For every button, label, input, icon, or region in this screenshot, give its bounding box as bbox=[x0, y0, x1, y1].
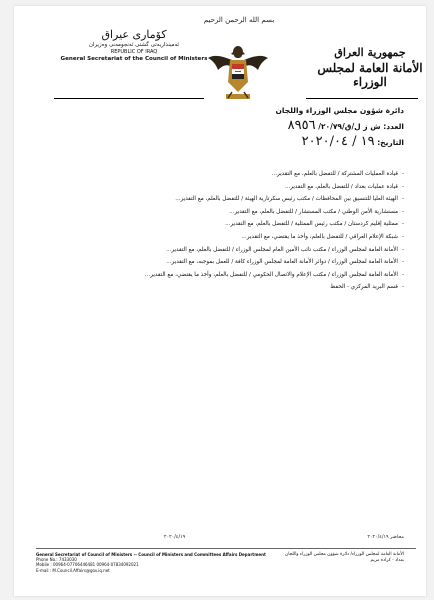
list-item: -قيادة العمليات المشتركة / للتفضل بالعلم، مع التقدير... bbox=[64, 168, 404, 181]
reference-block bbox=[276, 106, 405, 149]
footer-arabic-address: بغداد - كرادة مريم bbox=[370, 558, 404, 563]
arabic-country-name: جمهورية العراق bbox=[334, 46, 406, 59]
dash-bullet-icon: - bbox=[401, 208, 404, 215]
kurdish-country-name: كوٚماری عیراق bbox=[101, 28, 167, 41]
footer-arabic-office: الأمانة العامة لمجلس الوزراء/ دائرة شؤون مجلس الوزراء واللجان bbox=[285, 552, 404, 557]
list-item: -الهيئة العليا للتنسيق بين المحافظات / مكتب رئيس سكرتارية الهيئة / للتفضل بالعلم، مع التقدير... bbox=[64, 193, 404, 206]
letterhead-divider-right bbox=[306, 98, 418, 99]
reference-number-label: العدد: ش ز ل/ق/٢٠/٧٩/ bbox=[318, 122, 404, 131]
english-country-name: REPUBLIC OF IRAQ bbox=[110, 49, 158, 55]
dash-bullet-icon: - bbox=[401, 271, 404, 278]
list-item: -الأمانة العامة لمجلس الوزراء / مكتب نائب الأمين العام لمجلس الوزراء / للتفضل بالعلم، مع التقدير... bbox=[64, 244, 404, 257]
bismillah-text: بسم الله الرحمن الرحيم bbox=[203, 16, 275, 24]
document-page bbox=[14, 6, 426, 596]
list-item: -شبكة الإعلام العراقي / للتفضل بالعلم، وأخذ ما يقتضي، مع التقدير... bbox=[64, 231, 404, 244]
footer-arabic-contact bbox=[254, 552, 404, 564]
reference-date bbox=[276, 134, 405, 149]
english-office-name: General Secretariat of the Council of Ministers bbox=[60, 56, 208, 62]
dash-bullet-icon: - bbox=[401, 171, 404, 177]
footer-note-left: ٢٠٢٠/٤/١٩ bbox=[164, 535, 186, 540]
dash-bullet-icon: - bbox=[401, 183, 404, 190]
recipients-list bbox=[64, 168, 404, 294]
footer-email: E-mail : M.Council.Affairs@gov.iq.net bbox=[36, 567, 110, 573]
dash-bullet-icon: - bbox=[401, 246, 404, 253]
list-item: -ممثلية إقليم كردستان / مكتب رئيس الممثلية / للتفضل بالعلم، مع التقدير... bbox=[64, 218, 404, 231]
reference-number-handwritten: ٨٩٥٦ bbox=[287, 118, 316, 133]
footer-mobile: Mobile : 00964-07706446481 00964-07834092021 bbox=[36, 562, 139, 568]
reference-date-label: التاريخ: bbox=[377, 138, 404, 147]
list-item: -مستشارية الأمن الوطني / مكتب المستشار / للتفضل بالعلم، مع التقدير... bbox=[64, 206, 404, 219]
letterhead-divider-left bbox=[54, 98, 204, 99]
list-item: -قسم البريد المركزي - الحفظ bbox=[64, 281, 404, 294]
dash-bullet-icon: - bbox=[401, 221, 404, 228]
letterhead-left bbox=[54, 28, 214, 62]
footer-english-office: General Secretariat of Council of Ministers -- Council of Ministers and Committees Affairs Department bbox=[36, 552, 266, 557]
dash-bullet-icon: - bbox=[401, 233, 404, 240]
list-item: -قيادة عمليات بغداد / للتفضل بالعلم، مع التقدير... bbox=[64, 181, 404, 194]
letterhead-right bbox=[306, 46, 434, 89]
reference-date-handwritten: ١٩ / ٢٠٢٠/٠٤ bbox=[301, 134, 375, 149]
iraq-eagle-emblem-icon bbox=[206, 42, 270, 104]
footer-english-contact bbox=[36, 552, 286, 573]
dash-bullet-icon: - bbox=[401, 196, 404, 203]
list-item: -الأمانة العامة لمجلس الوزراء / مكتب الإعلام والاتصال الحكومي / للتفضل بالعلم، وأخذ ما يقتضي، مع التقدير... bbox=[64, 269, 404, 282]
dash-bullet-icon: - bbox=[401, 259, 404, 266]
kurdish-office-name: ئه‌مینداریه‌تی گشتی ئه‌نجومه‌نی وه‌زیران bbox=[88, 42, 180, 48]
footer-phone: Phone No.: 7433030 bbox=[36, 557, 77, 563]
list-item: -الأمانة العامة لمجلس الوزراء / دوائر الأمانة العامة لمجلس الوزراء كافة / للعمل بموجبه، مع التقدير... bbox=[64, 256, 404, 269]
arabic-office-name: الأمانة العامة لمجلس الوزراء bbox=[317, 61, 423, 89]
footer-note-right: محاضر ٢٠٢٠/٤/١٩ bbox=[367, 535, 404, 540]
reference-number bbox=[276, 118, 405, 133]
department-name: دائرة شؤون مجلس الوزراء واللجان bbox=[275, 106, 404, 115]
dash-bullet-icon: - bbox=[401, 284, 404, 291]
footer-divider bbox=[36, 548, 416, 549]
